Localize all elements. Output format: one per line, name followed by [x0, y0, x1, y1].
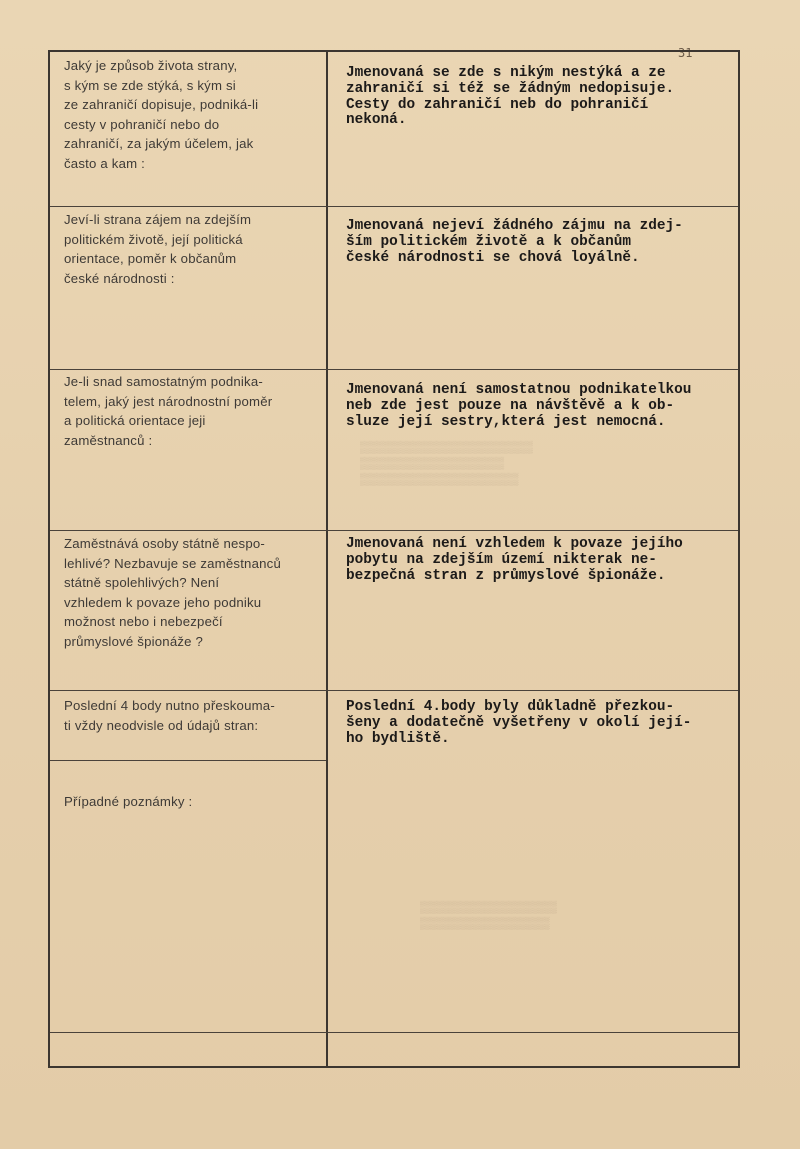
column-divider: [326, 52, 328, 1066]
answer-way-of-life: Jmenovaná se zde s nikým nestýká a ze zahraničí si též se žádným nedopisuje. Cesty do zahraničí neb do pohraničí nekoná.: [346, 65, 675, 129]
row-divider: [50, 1032, 738, 1033]
answer-last-four-points: Poslední 4.body byly důkladně přezkou- šeny a dodatečně vyšetřeny v okolí její- ho bydliště.: [346, 699, 692, 747]
row-divider: [50, 206, 738, 207]
questionnaire-table: [48, 50, 740, 1068]
answer-employees: Jmenovaná není vzhledem k povaze jejího pobytu na zdejším území nikterak ne- bezpečná stran z průmyslové špionáže.: [346, 536, 683, 584]
row-divider: [50, 369, 738, 370]
page-number: 31: [678, 46, 693, 60]
row-divider: [50, 530, 738, 531]
row-divider: [50, 690, 738, 691]
bleed-through-texture: ▒▒▒▒▒▒▒▒▒▒▒▒▒▒▒▒▒▒▒▒▒▒▒▒ ▒▒▒▒▒▒▒▒▒▒▒▒▒▒▒▒▒▒▒▒ ▒▒▒▒▒▒▒▒▒▒▒▒▒▒▒▒▒▒▒▒▒▒: [360, 441, 533, 487]
question-last-four-points: Poslední 4 body nutno přeskouma- ti vždy neodvisle od údajů stran:: [64, 698, 275, 733]
row-divider: [50, 760, 326, 761]
remarks-label: Případné poznámky :: [64, 794, 193, 809]
question-way-of-life: Jaký je způsob života strany, s kým se zde stýká, s kým si ze zahraničí dopisuje, podniká-li cesty v pohraničí nebo do zahraničí, za jakým účelem, jak často a kam :: [64, 58, 259, 171]
answer-entrepreneur: Jmenovaná není samostatnou podnikatelkou neb zde jest pouze na návštěvě a k ob- sluze její sestry,která jest nemocná.: [346, 382, 692, 430]
question-entrepreneur: Je-li snad samostatným podnika- telem, jaký jest národnostní poměr a politická orientace jeji zaměstnanců :: [64, 374, 273, 448]
question-political-interest: Jeví-li strana zájem na zdejším politickém životě, její politická orientace, poměr k občanům české národnosti :: [64, 212, 252, 286]
bleed-through-texture: ▒▒▒▒▒▒▒▒▒▒▒▒▒▒▒▒▒▒▒ ▒▒▒▒▒▒▒▒▒▒▒▒▒▒▒▒▒▒: [420, 901, 557, 931]
answer-political-interest: Jmenovaná nejeví žádného zájmu na zdej- ším politickém životě a k občanům české národnosti se chová loyálně.: [346, 218, 683, 266]
question-employees: Zaměstnává osoby státně nespo- lehlivé? Nezbavuje se zaměstnanců státně spolehlivých? Není vzhledem k povaze jeho podniku možnost nebo i nebezpečí průmyslové špionáže ?: [64, 536, 281, 649]
